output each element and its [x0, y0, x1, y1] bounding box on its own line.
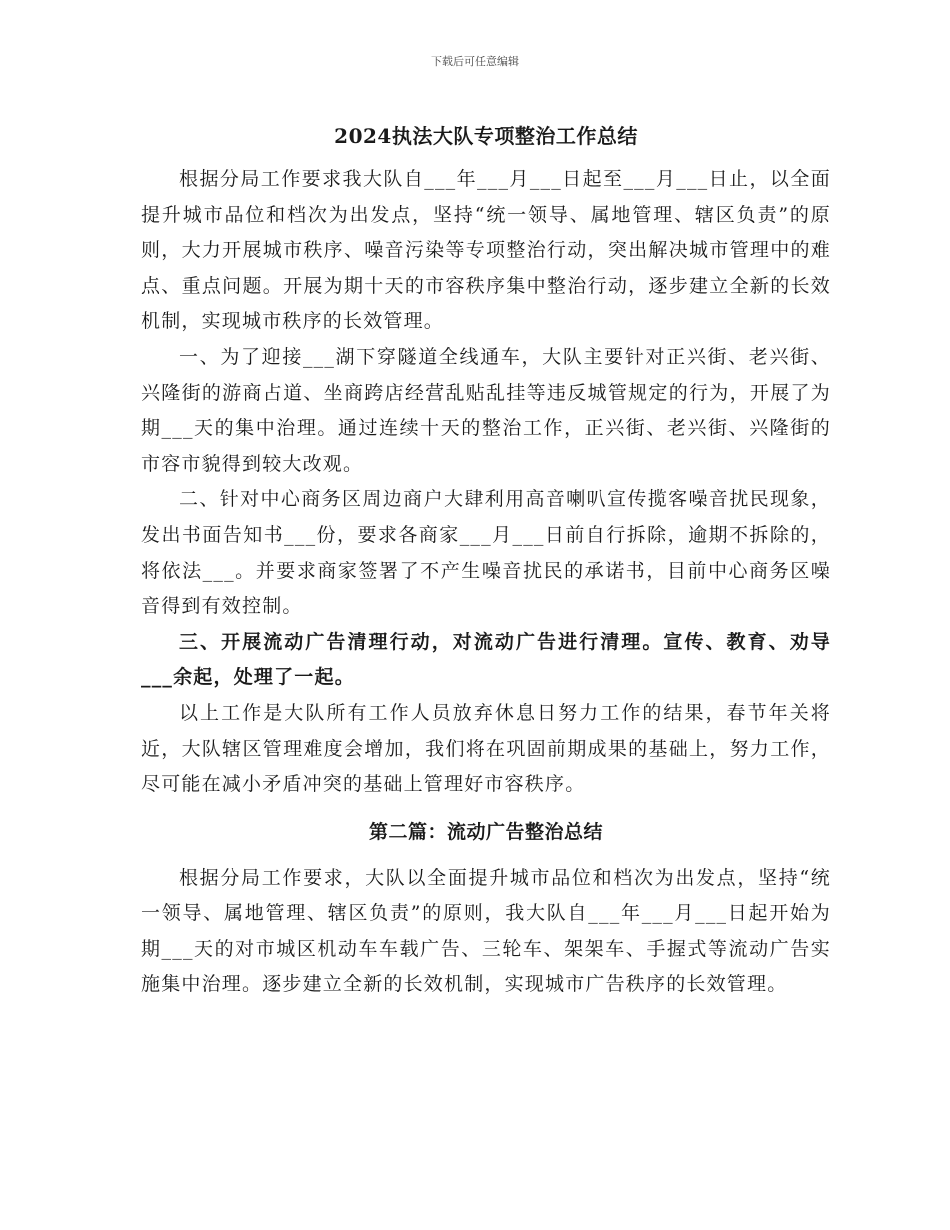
paragraph-conclusion: 以上工作是大队所有工作人员放弃休息日努力工作的结果，春节年关将近，大队辖区管理难度会增加，我们将在巩固前期成果的基础上，努力工作，尽可能在减小矛盾冲突的基础上管理好市容秩序。 — [141, 701, 831, 796]
document-title: 2024执法大队专项整治工作总结 — [334, 124, 638, 148]
paragraph-item-3: 三、开展流动广告清理行动，对流动广告进行清理。宣传、教育、劝导___余起，处理了一起。 — [141, 630, 831, 689]
section-2-title: 第二篇：流动广告整治总结 — [368, 820, 603, 843]
paragraph-item-2: 二、针对中心商务区周边商户大肆利用高音喇叭宣传揽客噪音扰民现象，发出书面告知书___份，要求各商家___月___日前自行拆除，逾期不拆除的，将依法___。并要求商家签署了不产生噪音扰民的承诺书，目前中心商务区噪音得到有效控制。 — [141, 488, 831, 618]
page-header-note: 下载后可任意编辑 — [431, 55, 519, 68]
section-2-paragraph: 根据分局工作要求，大队以全面提升城市品位和档次为出发点，坚持“统一领导、属地管理、辖区负责”的原则，我大队自___年___月___日起开始为期___天的对市城区机动车车载广告、三轮车、架架车、手握式等流动广告实施集中治理。逐步建立全新的长效机制，实现城市广告秩序的长效管理。 — [141, 866, 831, 996]
document-body — [141, 118, 831, 1003]
paragraph-item-1: 一、为了迎接___湖下穿隧道全线通车，大队主要针对正兴街、老兴街、兴隆街的游商占道、坐商跨店经营乱贴乱挂等违反城管规定的行为，开展了为期___天的集中治理。通过连续十天的整治工作，正兴街、老兴街、兴隆街的市容市貌得到较大改观。 — [141, 345, 831, 475]
paragraph-intro: 根据分局工作要求我大队自___年___月___日起至___月___日止，以全面提升城市品位和档次为出发点，坚持“统一领导、属地管理、辖区负责”的原则，大力开展城市秩序、噪音污染等专项整治行动，突出解决城市管理中的难点、重点问题。开展为期十天的市容秩序集中整治行动，逐步建立全新的长效机制，实现城市秩序的长效管理。 — [141, 168, 831, 333]
